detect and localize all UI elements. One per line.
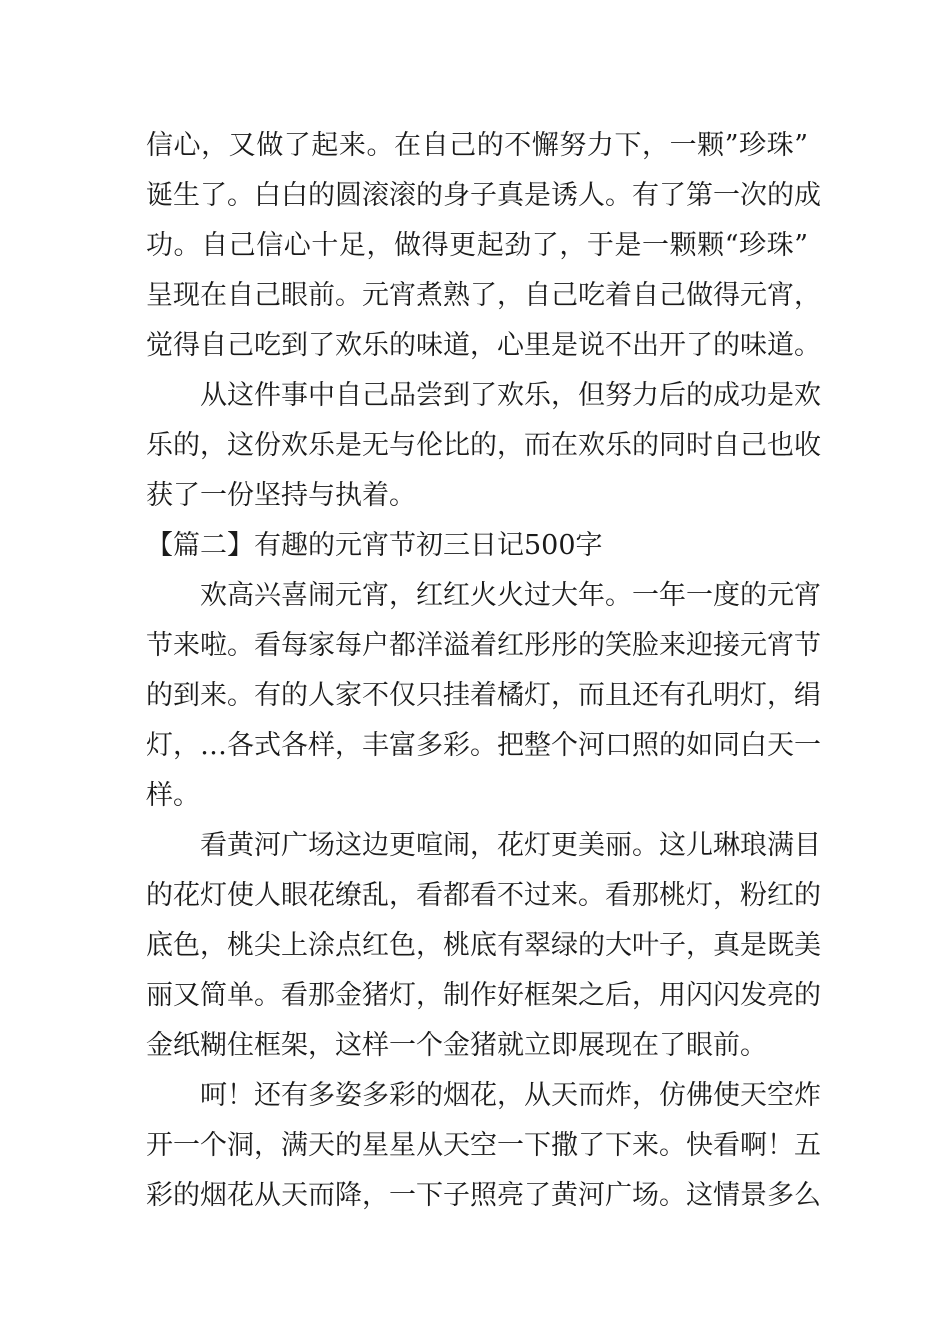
text-line: 样。 (146, 780, 200, 811)
text-line: 灯，…各式各样，丰富多彩。把整个河口照的如同白天一 (146, 730, 821, 761)
text-line: 呈现在自己眼前。元宵煮熟了，自己吃着自己做得元宵， (146, 280, 821, 311)
text-line: 节来啦。看每家每户都洋溢着红彤彤的笑脸来迎接元宵节 (146, 630, 821, 661)
paragraph-5 (146, 1071, 821, 1221)
text-line: 欢高兴喜闹元宵，红红火火过大年。一年一度的元宵 (200, 580, 821, 611)
text-line: 获了一份坚持与执着。 (146, 480, 416, 511)
text-line: 丽又简单。看那金猪灯，制作好框架之后，用闪闪发亮的 (146, 980, 821, 1011)
text-line: 的到来。有的人家不仅只挂着橘灯，而且还有孔明灯，绢 (146, 680, 821, 711)
text-line: 乐的，这份欢乐是无与伦比的，而在欢乐的同时自己也收 (146, 430, 821, 461)
text-line: 呵！还有多姿多彩的烟花，从天而炸，仿佛使天空炸 (200, 1080, 821, 1111)
section-heading: 【篇二】有趣的元宵节初三日记500字 (146, 530, 603, 561)
paragraph-4 (146, 821, 821, 1071)
paragraph-2 (146, 371, 821, 521)
text-line: 开一个洞，满天的星星从天空一下撒了下来。快看啊！五 (146, 1130, 821, 1161)
text-line: 觉得自己吃到了欢乐的味道，心里是说不出开了的味道。 (146, 330, 821, 361)
text-line: 金纸糊住框架，这样一个金猪就立即展现在了眼前。 (146, 1030, 767, 1061)
paragraph-3 (146, 571, 821, 821)
text-line: 看黄河广场这边更喧闹，花灯更美丽。这儿琳琅满目 (200, 830, 821, 861)
document-page (146, 121, 821, 1221)
text-line: 信心，又做了起来。在自己的不懈努力下，一颗”珍珠” (146, 130, 808, 161)
text-line: 从这件事中自己品尝到了欢乐，但努力后的成功是欢 (200, 380, 821, 411)
paragraph-1 (146, 121, 821, 371)
text-line: 诞生了。白白的圆滚滚的身子真是诱人。有了第一次的成 (146, 180, 821, 211)
text-line: 彩的烟花从天而降，一下子照亮了黄河广场。这情景多么 (146, 1180, 821, 1211)
text-line: 功。自己信心十足，做得更起劲了，于是一颗颗“珍珠” (146, 230, 808, 261)
text-line: 底色，桃尖上涂点红色，桃底有翠绿的大叶子，真是既美 (146, 930, 821, 961)
text-line: 的花灯使人眼花缭乱，看都看不过来。看那桃灯，粉红的 (146, 880, 821, 911)
